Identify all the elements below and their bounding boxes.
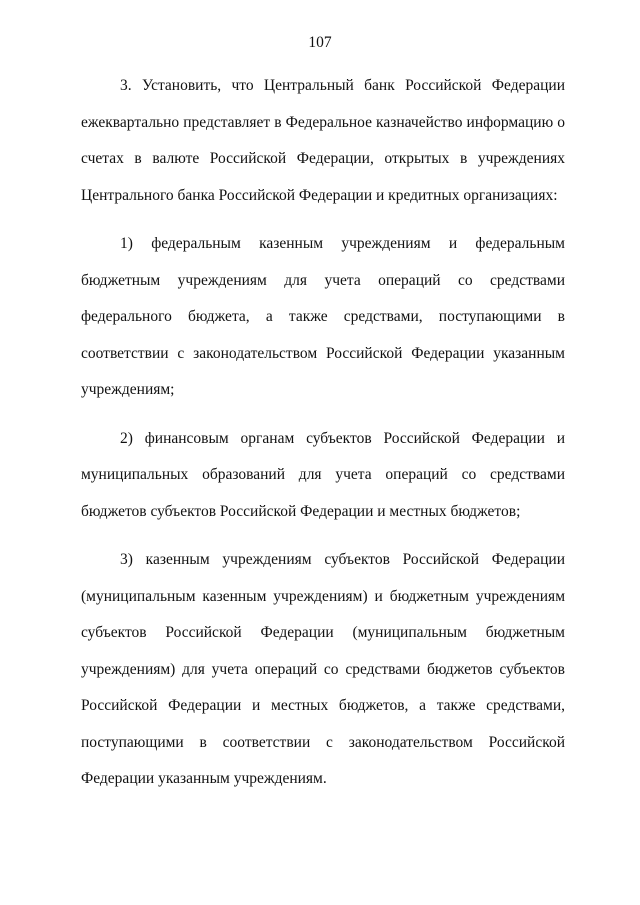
paragraph-item-2: 2) финансовым органам субъектов Российской Федерации и муниципальных образований для учета операций со средствами бюджетов субъектов Российской Федерации и местных бюджетов; <box>81 429 565 520</box>
page-number: 107 <box>308 34 332 51</box>
paragraph-item-3: 3) казенным учреждениям субъектов Российской Федерации (муниципальным казенным учреждениям) и бюджетным учреждениям субъектов Российской Федерации (муниципальным бюджетным учреждениям) для учета операций со средствами бюджетов субъектов Российской Федерации и местных бюджетов, а также средствами, поступающими в соответствии с законодательством Российской Федерации указанным учреждениям. <box>81 551 565 787</box>
paragraph-item-1: 1) федеральным казенным учреждениям и федеральным бюджетным учреждениям для учета операций со средствами федерального бюджета, а также средствами, поступающими в соответствии с законодательством Российской Федерации указанным учреждениям; <box>81 235 565 398</box>
paragraph-3-intro: 3. Установить, что Центральный банк Российской Федерации ежеквартально представляет в Федеральное казначейство информацию о счетах в валюте Российской Федерации, открытых в учреждениях Центрального банка Российской Федерации и кредитных организациях: <box>81 77 565 204</box>
document-body <box>81 68 565 810</box>
